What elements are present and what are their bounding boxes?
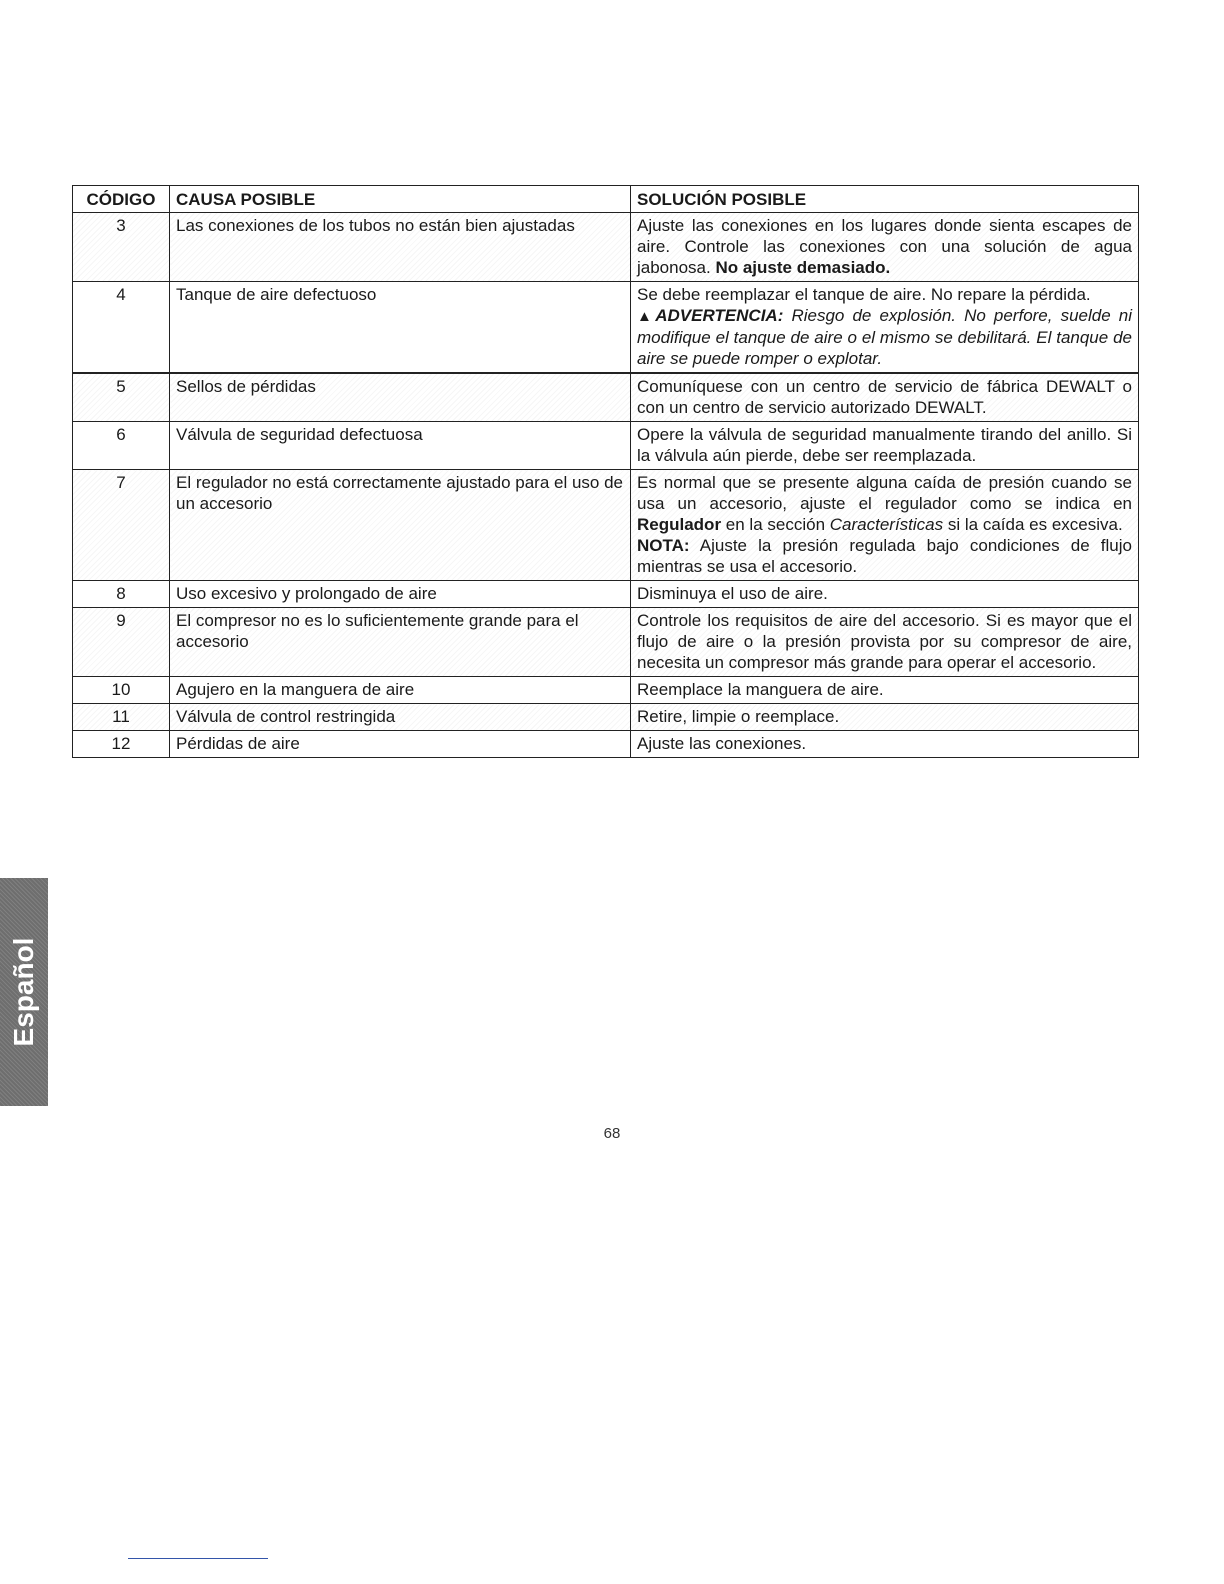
row-code: 6 bbox=[73, 422, 170, 470]
row-cause: Válvula de seguridad defectuosa bbox=[170, 422, 631, 470]
warning-label: ADVERTENCIA: bbox=[655, 306, 784, 325]
row-cause: Válvula de control restringida bbox=[170, 704, 631, 731]
row-solution: Comuníquese con un centro de servicio de fábrica DEWALT o con un centro de servicio autorizado DEWALT. bbox=[631, 373, 1139, 422]
row-solution: Controle los requisitos de aire del accesorio. Si es mayor que el flujo de aire o la presión provista por su compresor de aire, necesita un compresor más grande para operar el accesorio. bbox=[631, 608, 1139, 677]
table-row bbox=[73, 581, 1139, 608]
language-side-tab bbox=[0, 878, 48, 1106]
solution-text: si la caída es excesiva. bbox=[947, 515, 1123, 534]
table-row bbox=[73, 282, 1139, 374]
row-code: 12 bbox=[73, 731, 170, 758]
footer-rule bbox=[128, 1558, 268, 1559]
row-solution bbox=[631, 282, 1139, 374]
note-text: Ajuste la presión regulada bajo condiciones de flujo mientras se usa el accesorio. bbox=[637, 536, 1132, 576]
table-row bbox=[73, 704, 1139, 731]
header-cause: CAUSA POSIBLE bbox=[170, 186, 631, 213]
solution-text: Se debe reemplazar el tanque de aire. No repare la pérdida. bbox=[637, 285, 1091, 304]
row-cause: Uso excesivo y prolongado de aire bbox=[170, 581, 631, 608]
warning-icon: ▲ bbox=[637, 308, 656, 325]
row-cause: El compresor no es lo suficientemente grande para el accesorio bbox=[170, 608, 631, 677]
solution-paragraph bbox=[637, 472, 1132, 535]
table-row bbox=[73, 608, 1139, 677]
row-code: 4 bbox=[73, 282, 170, 374]
row-code: 11 bbox=[73, 704, 170, 731]
row-solution: Disminuya el uso de aire. bbox=[631, 581, 1139, 608]
solution-text: en la sección bbox=[725, 515, 826, 534]
solution-reference: Características bbox=[829, 515, 944, 534]
row-solution: Opere la válvula de seguridad manualmente tirando del anillo. Si la válvula aún pierde, debe ser reemplazada. bbox=[631, 422, 1139, 470]
row-solution: Retire, limpie o reemplace. bbox=[631, 704, 1139, 731]
note-label: NOTA: bbox=[637, 536, 690, 555]
row-code: 8 bbox=[73, 581, 170, 608]
warning-text: Riesgo de explosión. No perfore, suelde ni modifique el tanque de aire o el mismo se debilitará. El tanque de aire se puede romper o explotar. bbox=[637, 306, 1132, 368]
table-row bbox=[73, 422, 1139, 470]
language-tab-label: Español bbox=[8, 937, 39, 1047]
warning-block bbox=[637, 305, 1132, 369]
table-row bbox=[73, 373, 1139, 422]
row-solution bbox=[631, 213, 1139, 282]
table-header-row bbox=[73, 186, 1139, 213]
table-row bbox=[73, 677, 1139, 704]
row-code: 10 bbox=[73, 677, 170, 704]
row-code: 7 bbox=[73, 470, 170, 581]
table-row bbox=[73, 731, 1139, 758]
row-code: 3 bbox=[73, 213, 170, 282]
table-row bbox=[73, 213, 1139, 282]
row-solution bbox=[631, 470, 1139, 581]
row-cause: Sellos de pérdidas bbox=[170, 373, 631, 422]
row-solution: Ajuste las conexiones. bbox=[631, 731, 1139, 758]
solution-text: Es normal que se presente alguna caída de presión cuando se usa un accesorio, ajuste el regulador como se indica en bbox=[637, 473, 1132, 513]
table-row bbox=[73, 470, 1139, 581]
row-cause: Agujero en la manguera de aire bbox=[170, 677, 631, 704]
page-number: 68 bbox=[603, 1125, 621, 1142]
row-cause: Tanque de aire defectuoso bbox=[170, 282, 631, 374]
header-solution: SOLUCIÓN POSIBLE bbox=[631, 186, 1139, 213]
row-solution: Reemplace la manguera de aire. bbox=[631, 677, 1139, 704]
row-cause: Pérdidas de aire bbox=[170, 731, 631, 758]
troubleshooting-table bbox=[72, 185, 1139, 758]
solution-emphasis: Regulador bbox=[637, 515, 722, 534]
note-paragraph bbox=[637, 535, 1132, 577]
row-code: 5 bbox=[73, 373, 170, 422]
row-cause: Las conexiones de los tubos no están bien ajustadas bbox=[170, 213, 631, 282]
solution-text: Ajuste las conexiones en los lugares donde sienta escapes de aire. Controle las conexiones con una solución de agua jabonosa. bbox=[637, 216, 1132, 277]
header-code: CÓDIGO bbox=[73, 186, 170, 213]
row-code: 9 bbox=[73, 608, 170, 677]
row-cause: El regulador no está correctamente ajustado para el uso de un accesorio bbox=[170, 470, 631, 581]
solution-emphasis: No ajuste demasiado. bbox=[715, 258, 891, 277]
